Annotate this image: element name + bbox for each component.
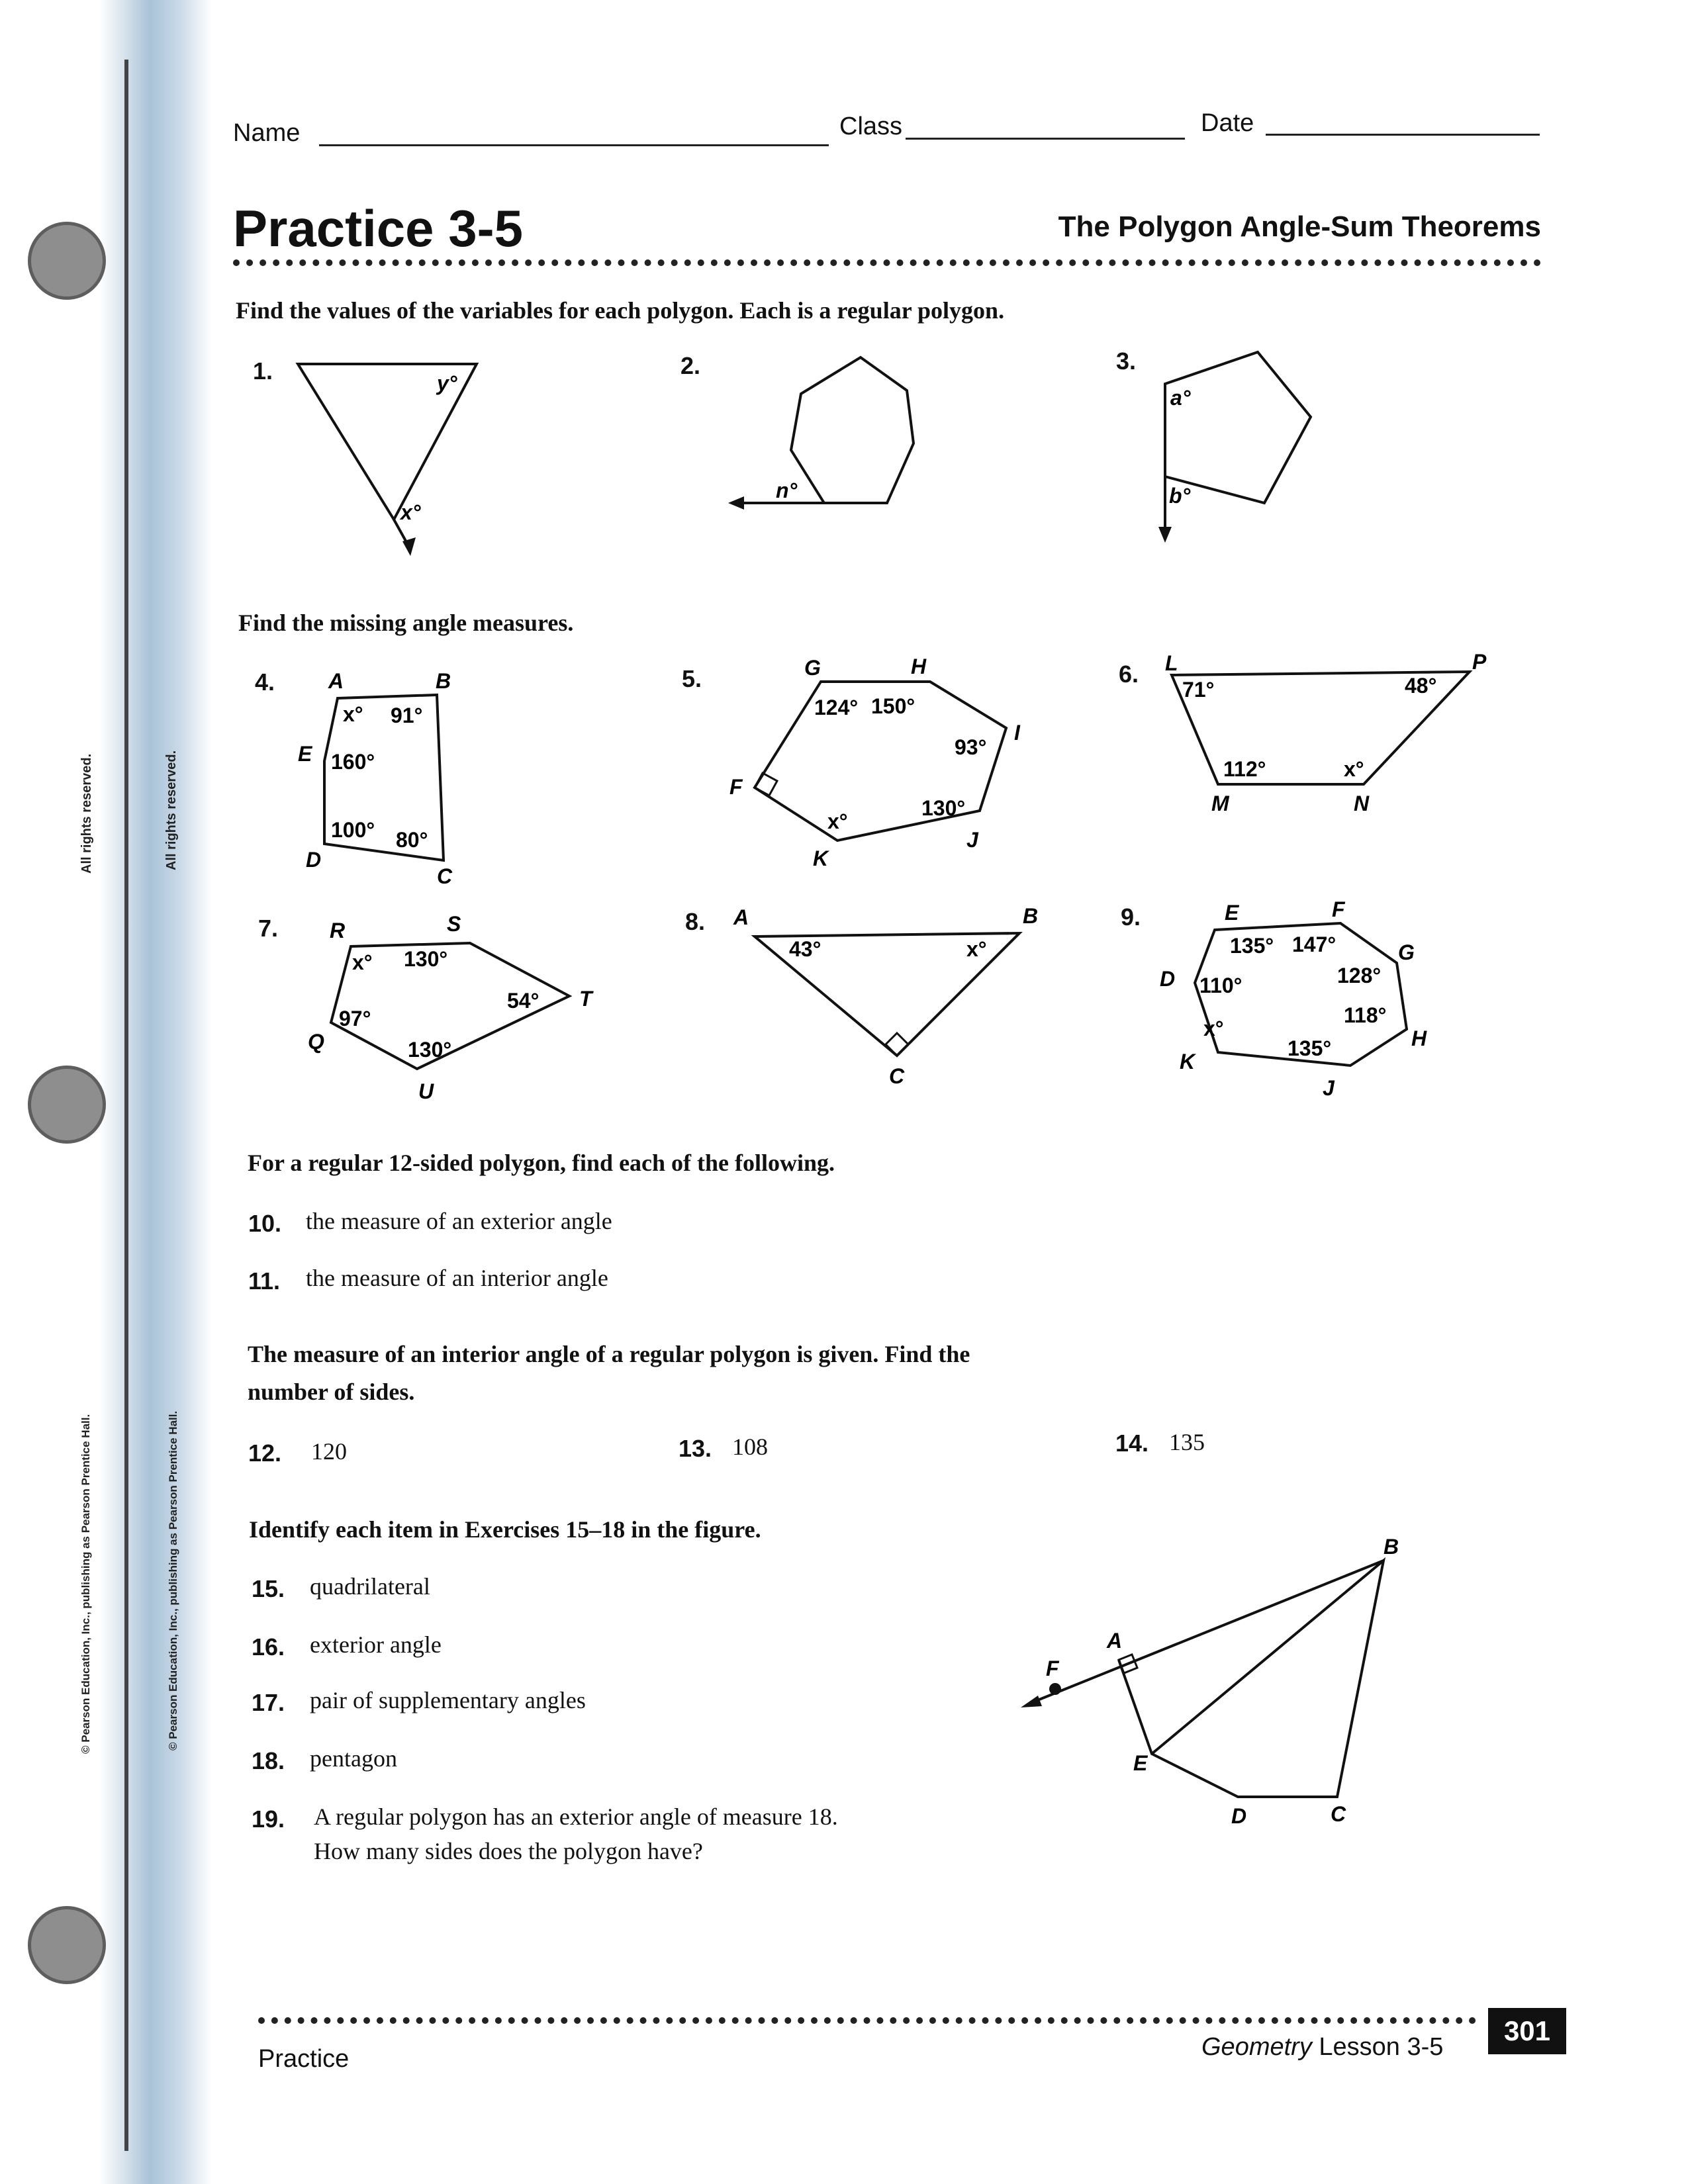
point-C: C [1331, 1802, 1346, 1826]
class-label: Class [839, 113, 903, 140]
footer-lesson [1201, 2033, 1443, 2062]
page-title: Practice 3-5 [233, 199, 523, 257]
footer-left: Practice [258, 2045, 350, 2073]
vertex-F: F [729, 775, 743, 799]
vertex-J: J [1323, 1076, 1335, 1100]
point-A: A [1107, 1629, 1123, 1653]
margin-publisher-1: © Pearson Education, Inc., publishing as Pearson Prentice Hall. [79, 1414, 92, 1754]
problem-number: 1. [253, 357, 273, 385]
footer-lesson-number: Lesson 3-5 [1311, 2033, 1444, 2061]
angle-43: 43° [789, 937, 821, 961]
angle-71: 71° [1182, 678, 1215, 702]
angle-135-bottom: 135° [1288, 1036, 1332, 1060]
problem-number: 10. [248, 1210, 282, 1237]
angle-54: 54° [507, 989, 539, 1013]
problem-number: 2. [680, 352, 701, 379]
problem-7-figure [305, 910, 622, 1109]
vertex-H: H [911, 655, 927, 678]
name-field[interactable] [319, 144, 829, 146]
title-divider [233, 259, 1541, 266]
vertex-N: N [1354, 792, 1370, 815]
angle-97: 97° [339, 1007, 371, 1030]
vertex-L: L [1165, 651, 1178, 675]
question-19-line2: How many sides does the polygon have? [314, 1838, 703, 1864]
vertex-M: M [1211, 792, 1229, 815]
problem-number: 3. [1116, 347, 1137, 375]
question-11: the measure of an interior angle [306, 1265, 608, 1291]
page-number: 301 [1488, 2008, 1566, 2054]
margin-rights-2: All rights reserved. [164, 750, 179, 870]
angle-93: 93° [955, 735, 987, 759]
binder-hole [28, 1066, 106, 1144]
vertex-G: G [804, 656, 821, 680]
class-field[interactable] [906, 138, 1185, 140]
problem-number: 5. [682, 665, 702, 692]
angle-112: 112° [1223, 757, 1266, 781]
section4-instruction-2: number of sides. [248, 1379, 415, 1405]
footer-divider [258, 2017, 1476, 2024]
point-B: B [1383, 1535, 1399, 1559]
vertex-K: K [1180, 1050, 1196, 1073]
point-D: D [1231, 1804, 1247, 1828]
vertex-J: J [966, 828, 978, 852]
angle-130-bottom: 130° [408, 1038, 452, 1062]
angle-x: x° [352, 950, 373, 974]
question-12: 120 [311, 1438, 347, 1465]
problem-number: 18. [252, 1747, 285, 1774]
binder-hole [28, 1906, 106, 1984]
problem-number: 15. [252, 1575, 285, 1602]
question-13: 108 [732, 1433, 768, 1460]
vertex-E: E [1225, 901, 1239, 925]
problem-number: 19. [252, 1805, 285, 1833]
vertex-A: A [733, 905, 749, 929]
vertex-U: U [418, 1079, 434, 1103]
problem-number: 13. [679, 1435, 712, 1462]
problem-9-figure [1152, 897, 1456, 1112]
vertex-D: D [1160, 967, 1176, 991]
angle-a: a° [1170, 386, 1191, 410]
problem-number: 11. [248, 1267, 281, 1295]
vertex-D: D [306, 848, 322, 872]
angle-x: x° [400, 500, 421, 524]
question-15: quadrilateral [310, 1573, 430, 1600]
angle-b: b° [1169, 484, 1191, 508]
angle-x: x° [1203, 1017, 1224, 1040]
point-E: E [1133, 1751, 1148, 1775]
angle-80: 80° [396, 828, 428, 852]
vertex-Q: Q [308, 1030, 324, 1054]
vertex-S: S [447, 912, 461, 936]
vertex-C: C [437, 864, 453, 888]
section4-instruction: The measure of an interior angle of a regular polygon is given. Find the [248, 1341, 970, 1367]
vertex-A: A [328, 669, 344, 693]
angle-118: 118° [1344, 1003, 1387, 1027]
vertex-I: I [1014, 721, 1020, 745]
margin-publisher-2: © Pearson Education, Inc., publishing as Pearson Prentice Hall. [167, 1410, 179, 1751]
question-17: pair of supplementary angles [310, 1687, 586, 1713]
vertex-C: C [889, 1064, 905, 1088]
problem-number: 4. [255, 668, 275, 696]
question-18: pentagon [310, 1745, 397, 1772]
vertex-E: E [298, 742, 312, 766]
spine-edge [124, 60, 128, 2151]
angle-n: n° [776, 478, 798, 502]
problem-8-figure [728, 903, 1059, 1102]
problem-4-figure [291, 662, 477, 887]
problem-number: 17. [252, 1689, 285, 1716]
section1-instruction: Find the values of the variables for each polygon. Each is a regular polygon. [236, 297, 1005, 324]
angle-x: x° [827, 809, 848, 833]
problem-2-figure [715, 344, 953, 523]
angle-y: y° [437, 371, 457, 395]
section5-instruction: Identify each item in Exercises 15–18 in the figure. [249, 1516, 761, 1543]
angle-x: x° [1344, 757, 1364, 781]
angle-x: x° [966, 937, 987, 961]
angle-110: 110° [1199, 974, 1243, 997]
page-spine [99, 0, 212, 2184]
name-label: Name [233, 119, 301, 147]
angle-91: 91° [391, 704, 423, 727]
problem-number: 16. [252, 1633, 285, 1661]
vertex-G: G [1398, 940, 1415, 964]
angle-130: 130° [921, 796, 966, 820]
problem-6-figure [1152, 652, 1496, 824]
vertex-R: R [330, 919, 346, 942]
angle-160: 160° [331, 750, 375, 774]
problem-number: 9. [1121, 903, 1141, 931]
vertex-P: P [1472, 650, 1487, 674]
section3-instruction: For a regular 12-sided polygon, find each of the following. [248, 1150, 835, 1176]
problem-5-figure [715, 655, 1059, 874]
margin-rights-1: All rights reserved. [79, 753, 94, 874]
vertex-F: F [1332, 897, 1345, 921]
angle-128: 128° [1337, 964, 1382, 987]
vertex-T: T [579, 987, 592, 1011]
angle-48: 48° [1405, 674, 1437, 698]
question-16: exterior angle [310, 1631, 442, 1658]
problem-number: 8. [685, 908, 706, 935]
angle-135-top: 135° [1230, 934, 1274, 958]
question-14: 135 [1169, 1429, 1205, 1455]
date-label: Date [1201, 109, 1254, 137]
angle-124: 124° [814, 696, 859, 719]
question-19: A regular polygon has an exterior angle of measure 18. [314, 1803, 838, 1830]
problem-number: 6. [1119, 660, 1139, 688]
section2-instruction: Find the missing angle measures. [238, 610, 574, 636]
date-field[interactable] [1266, 134, 1540, 136]
page-subtitle: The Polygon Angle-Sum Theorems [1058, 210, 1541, 243]
vertex-B: B [1023, 904, 1039, 928]
vertex-B: B [436, 669, 451, 693]
exercise-figure [1013, 1529, 1436, 1833]
vertex-H: H [1411, 1026, 1427, 1050]
angle-147: 147° [1292, 933, 1336, 956]
problem-1-figure [278, 351, 503, 569]
angle-130-top: 130° [404, 947, 448, 971]
binder-hole [28, 222, 106, 300]
angle-100: 100° [331, 818, 375, 842]
problem-number: 12. [248, 1439, 282, 1467]
problem-number: 7. [258, 915, 279, 942]
question-10: the measure of an exterior angle [306, 1208, 612, 1234]
footer-course: Geometry [1201, 2033, 1312, 2061]
angle-150: 150° [871, 694, 915, 718]
vertex-K: K [813, 846, 829, 870]
problem-3-figure [1145, 344, 1344, 556]
problem-number: 14. [1115, 1430, 1149, 1457]
angle-x: x° [343, 702, 363, 726]
point-F: F [1046, 1657, 1059, 1680]
